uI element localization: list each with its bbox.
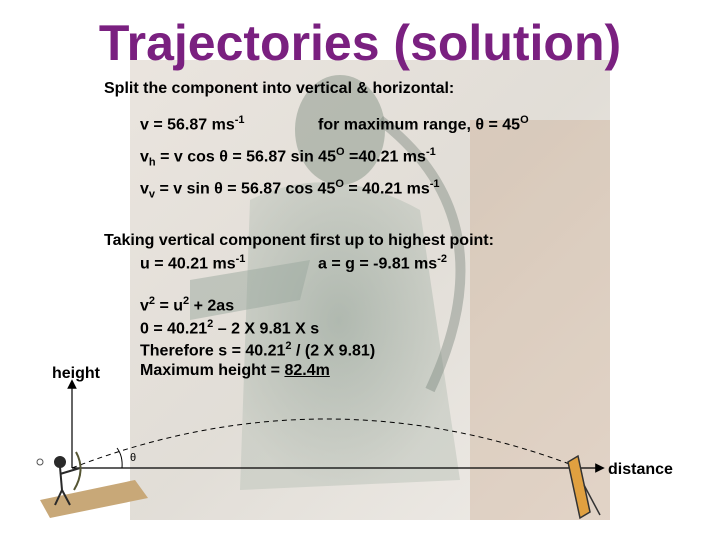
initial-velocity-line: u = 40.21 $ms^{-1}$ xyxy=(140,253,246,273)
equation-1: $v^2 = u^2 + 2as$ xyxy=(140,295,235,315)
target-board xyxy=(568,456,600,518)
taking-vertical-text: Taking vertical component first up to highest point: xyxy=(104,232,494,249)
slide-title: Trajectories (solution) xyxy=(98,15,622,71)
height-axis-label: height xyxy=(52,365,100,382)
equation-3: Therefore $s = 40.21^2 / (2$ X 9.81) xyxy=(140,340,376,360)
distance-axis-label: distance xyxy=(608,461,673,478)
trajectory-path xyxy=(72,419,580,468)
acceleration-line: a = g = -9.81 $ms^{-2}$ xyxy=(318,253,447,273)
vertical-component-line: $v_v = v$ sin θ = 56.87 $\cos 45^O = 40.21$ $ms^{-1}$ xyxy=(140,178,440,201)
equation-2: $0 = 40.21^2 - 2$ X 9.81 X s xyxy=(140,318,320,338)
theta-label: θ xyxy=(130,452,137,464)
horizontal-component-line: $v_h = v$ cos θ = 56.87 $\sin 45^O =40.21$ $ms^{-1}$ xyxy=(140,146,436,169)
intro-text: Split the component into vertical & horizontal: xyxy=(104,80,455,97)
ground-patch xyxy=(40,480,148,518)
small-marker xyxy=(37,459,43,465)
angle-arc xyxy=(117,448,122,468)
max-range-note: for maximum range, $\theta = 45^O$ xyxy=(318,114,529,134)
max-height-value: 82.4m xyxy=(284,362,330,379)
equation-4: Maximum height = 82.4m xyxy=(140,362,330,379)
velocity-line: v = 56.87 $ms^{-1}$ xyxy=(140,114,245,134)
